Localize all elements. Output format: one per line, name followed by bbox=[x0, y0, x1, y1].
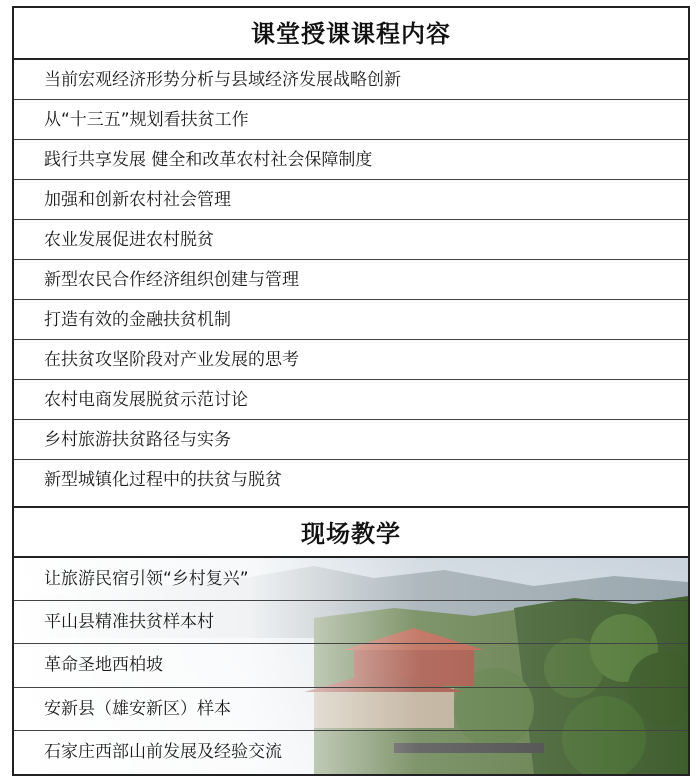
classroom-course-list bbox=[14, 60, 688, 500]
course-item: 加强和创新农村社会管理 bbox=[14, 180, 688, 220]
course-item: 乡村旅游扶贫路径与实务 bbox=[14, 420, 688, 460]
course-table bbox=[12, 6, 690, 776]
course-item: 新型农民合作经济组织创建与管理 bbox=[14, 260, 688, 300]
classroom-courses-title: 课堂授课课程内容 bbox=[14, 8, 688, 60]
course-item: 农村电商发展脱贫示范讨论 bbox=[14, 380, 688, 420]
field-teaching-list bbox=[14, 558, 688, 774]
field-item: 平山县精准扶贫样本村 bbox=[14, 601, 688, 644]
field-item: 革命圣地西柏坡 bbox=[14, 644, 688, 687]
course-item: 在扶贫攻坚阶段对产业发展的思考 bbox=[14, 340, 688, 380]
field-item: 石家庄西部山前发展及经验交流 bbox=[44, 741, 282, 762]
course-item: 新型城镇化过程中的扶贫与脱贫 bbox=[44, 470, 282, 490]
course-item: 打造有效的金融扶贫机制 bbox=[14, 300, 688, 340]
course-item: 践行共享发展 健全和改革农村社会保障制度 bbox=[14, 140, 688, 180]
field-item: 安新县（雄安新区）样本 bbox=[14, 688, 688, 731]
field-item: 让旅游民宿引领“乡村复兴” bbox=[14, 558, 688, 601]
course-item: 当前宏观经济形势分析与县域经济发展战略创新 bbox=[14, 60, 688, 100]
course-item: 农业发展促进农村脱贫 bbox=[14, 220, 688, 260]
field-teaching-title: 现场教学 bbox=[14, 506, 688, 558]
course-item: 从“十三五”规划看扶贫工作 bbox=[14, 100, 688, 140]
